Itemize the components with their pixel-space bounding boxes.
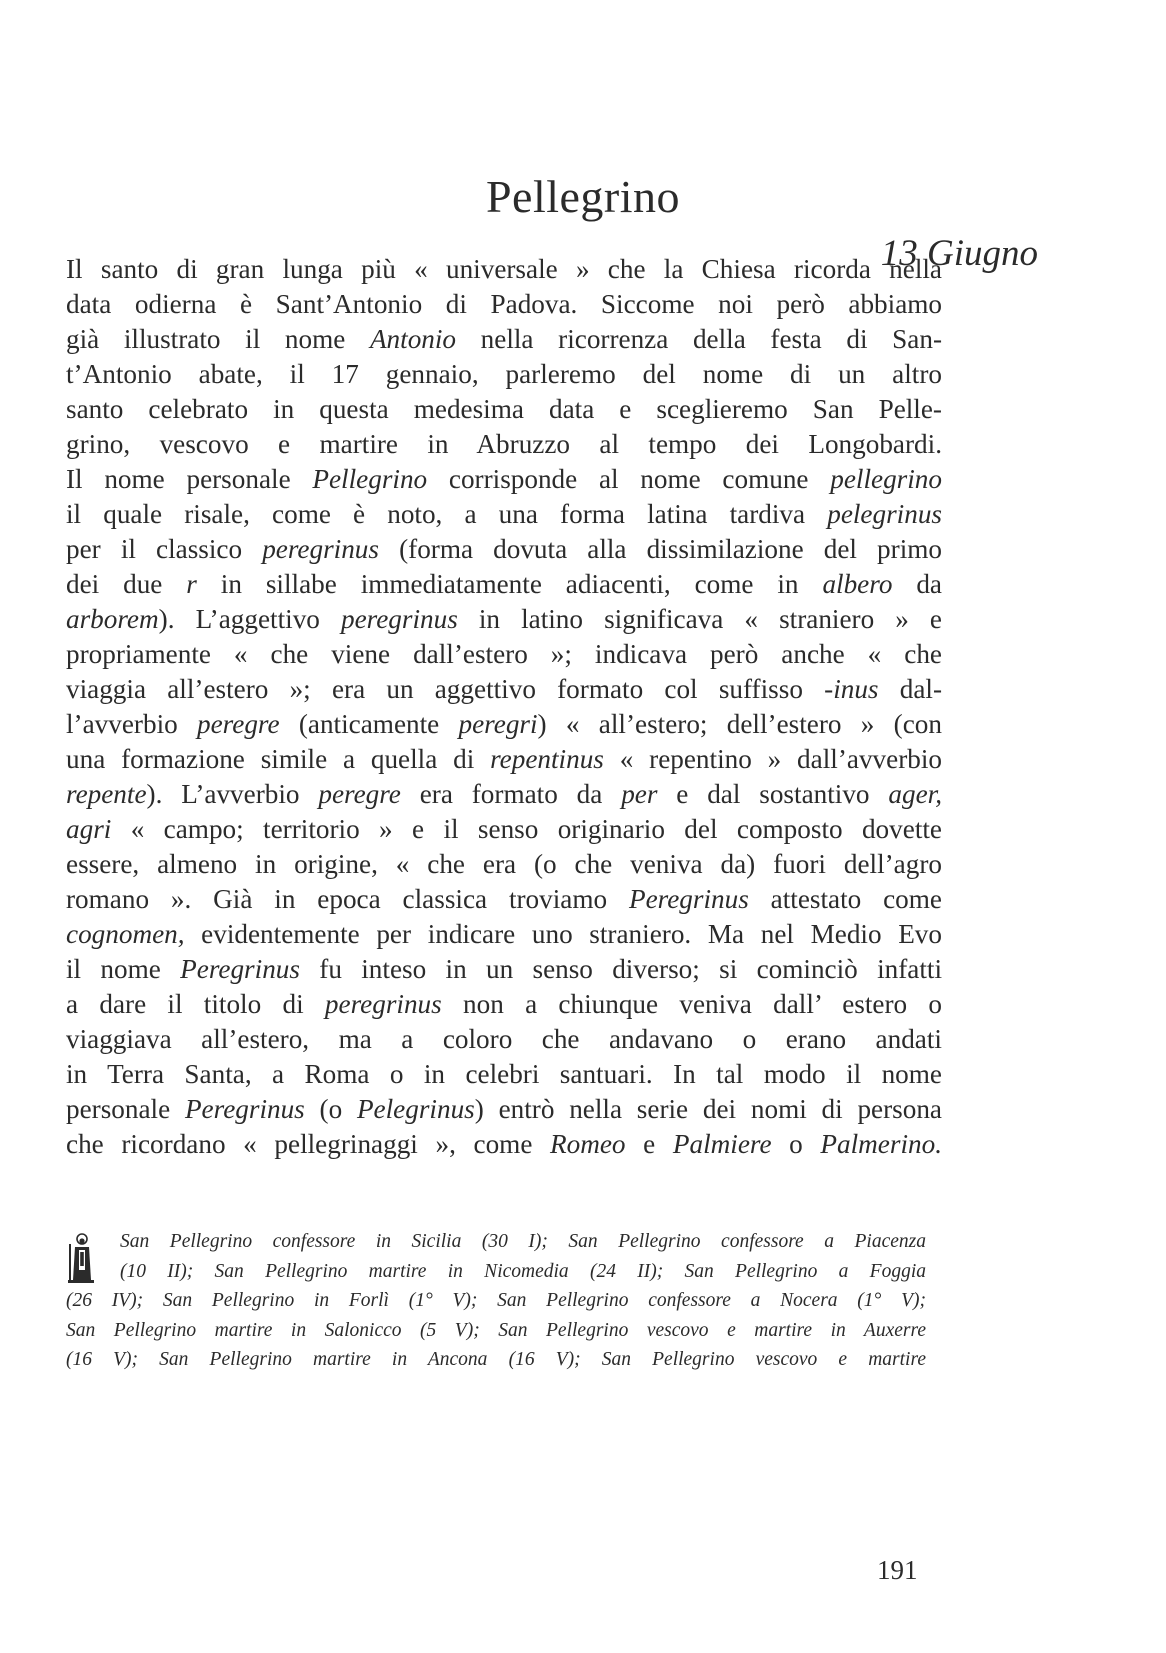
text-run: fu inteso in un senso diverso; si cominciò infatti [299, 954, 942, 984]
italic-term: per [621, 779, 658, 809]
text-run: ) entrò nella serie dei nomi di persona [474, 1094, 943, 1124]
saint-entry-line [66, 1227, 926, 1257]
saint-entry-line [66, 1257, 926, 1287]
text-run: ) « all’estero; dell’estero » (con [537, 709, 942, 739]
text-run: viaggia all’estero »; era un aggettivo formato col suffisso [66, 674, 825, 704]
page-title: Pellegrino [485, 171, 681, 222]
text-line [66, 532, 942, 567]
text-run: (26 IV); San Pellegrino in Forlì (1° V); San Pellegrino confessore a Nocera (1° V); [66, 1290, 926, 1311]
italic-term: -inus [824, 674, 879, 704]
italic-term: Peregrinus [184, 1094, 305, 1124]
saint-entry-line [66, 1316, 926, 1346]
text-line [66, 917, 942, 952]
text-line [66, 672, 942, 707]
italic-term: peregrinus [340, 604, 458, 634]
text-run: in sillabe immediatamente adiacenti, come in [196, 569, 823, 599]
text-run: San Pellegrino martire in Salonicco (5 V); San Pellegrino vescovo e martire in Auxerre [66, 1319, 926, 1341]
text-run: santo celebrato in questa medesima data e sceglieremo San Pelle- [66, 394, 942, 424]
text-run: San Pellegrino confessore in Sicilia ( [120, 1231, 489, 1252]
italic-term: pellegrino [830, 464, 942, 494]
text-run: Il nome personale [66, 464, 313, 494]
text-line [66, 252, 942, 287]
italic-term: peregrinus [262, 534, 379, 564]
italic-term: arborem [66, 604, 159, 634]
italic-term: cognomen, [66, 919, 185, 949]
text-line [66, 322, 942, 357]
text-line [66, 637, 942, 672]
text-line [66, 497, 942, 532]
italic-term: Romeo [550, 1129, 626, 1159]
saints-list [66, 1227, 926, 1375]
text-run: « repentino » dall’avverbio [603, 744, 942, 774]
text-run: e dal sostantivo [657, 779, 889, 809]
text-run: in Terra Santa, a Roma o in celebri santuari. In tal modo il nome [66, 1059, 942, 1089]
text-run: nella ricorrenza della festa di San- [456, 324, 942, 354]
italic-term: ager, [888, 779, 942, 809]
text-run: e [625, 1129, 673, 1159]
text-line [66, 357, 942, 392]
text-line [66, 742, 942, 777]
italic-term: Pelegrinus [356, 1094, 475, 1124]
text-line [66, 777, 942, 812]
text-run: propriamente « che viene dall’estero »; indicava però anche « che [66, 639, 942, 669]
text-run: ); San Pellegrino confessore a Piacenza [534, 1231, 926, 1252]
italic-term: pelegrinus [827, 499, 942, 529]
text-run: (forma dovuta alla dissimilazione del primo [378, 534, 942, 564]
italic-term: repentinus [490, 744, 604, 774]
text-run: evidentemente per indicare uno straniero. Ma nel Medio Evo [184, 919, 942, 949]
text-line [66, 987, 942, 1022]
text-line [66, 392, 942, 427]
italic-term: Palmiere [672, 1129, 772, 1159]
text-run: dei due [66, 569, 187, 599]
text-run: (o [304, 1094, 357, 1124]
text-run: che ricordano « pellegrinaggi », come [66, 1129, 551, 1159]
italic-term: peregrinus [324, 989, 442, 1019]
text-run: dal- [878, 674, 942, 704]
text-run: data odierna è Sant’Antonio di Padova. Siccome noi però abbiamo [66, 289, 942, 319]
saint-entry-line [66, 1286, 926, 1316]
italic-term: r [186, 569, 197, 599]
italic-term: Peregrinus [180, 954, 300, 984]
text-run: grino, vescovo e martire in Abruzzo al tempo dei Longobardi. [66, 429, 942, 459]
text-run: già illustrato il nome [66, 324, 370, 354]
text-run: in latino significava « straniero » e [457, 604, 943, 634]
text-line [66, 812, 942, 847]
text-line [66, 1127, 942, 1162]
text-run: (16 V); San Pellegrino martire in Ancona (16 V); San Pellegrino vescovo e martire [66, 1349, 926, 1370]
text-run: attestato come [748, 884, 942, 914]
text-run: personale [66, 1094, 185, 1124]
italic-term: agri [66, 814, 112, 844]
italic-term: Antonio [369, 324, 457, 354]
text-run: Il santo di gran lunga più « universale » che la Chiesa ricorda nella [66, 254, 942, 284]
text-run: a dare il titolo di [66, 989, 325, 1019]
italic-term: Palmerino. [820, 1129, 942, 1159]
text-run: essere, almeno in origine, « che era (o che veniva da) fuori dell’agro [66, 849, 942, 879]
text-run: « campo; territorio » e il senso originario del composto dovette [111, 814, 942, 844]
text-run: per il classico [66, 534, 263, 564]
saint-entry-line [66, 1345, 926, 1375]
text-run: era formato da [400, 779, 622, 809]
text-line [66, 707, 942, 742]
text-run: 30 I [488, 1231, 535, 1252]
italic-term: albero [822, 569, 893, 599]
text-line [66, 1092, 942, 1127]
text-run: il quale risale, come è noto, a una forma latina tardiva [66, 499, 828, 529]
text-line [66, 952, 942, 987]
italic-term: peregri [458, 709, 538, 739]
text-line [66, 287, 942, 322]
body-text [66, 252, 942, 1162]
text-run: corrisponde al nome comune [427, 464, 831, 494]
text-run: o [771, 1129, 821, 1159]
text-run: ). L’aggettivo [158, 604, 341, 634]
italic-term: Peregrinus [628, 884, 749, 914]
italic-term: peregre [318, 779, 401, 809]
text-run: ). L’avverbio [146, 779, 319, 809]
text-line [66, 1057, 942, 1092]
text-line [66, 427, 942, 462]
page-number: 191 [877, 1555, 918, 1585]
text-run: viaggiava all’estero, ma a coloro che andavano o erano andati [66, 1024, 942, 1054]
text-run: non a chiunque veniva dall’ estero o [441, 989, 942, 1019]
text-line [66, 1022, 942, 1057]
text-run: (10 II); San Pellegrino martire in Nicomedia (24 II); San Pellegrino a Foggia [120, 1260, 926, 1282]
text-run: t’Antonio abate, il 17 gennaio, parleremo del nome di un altro [66, 359, 942, 389]
text-run: da [892, 569, 942, 599]
text-run: romano ». Già in epoca classica troviamo [66, 884, 629, 914]
text-run: una formazione simile a quella di [66, 744, 491, 774]
italic-term: peregre [197, 709, 280, 739]
text-run: l’avverbio [66, 709, 198, 739]
italic-term: Pellegrino [312, 464, 428, 494]
feast-date: 13 Giugno [880, 233, 1038, 274]
text-run: il nome [66, 954, 181, 984]
text-line [66, 847, 942, 882]
text-line [66, 462, 942, 497]
text-line [66, 567, 942, 602]
text-run: (anticamente [279, 709, 459, 739]
text-line [66, 882, 942, 917]
italic-term: repente [66, 779, 147, 809]
text-line [66, 602, 942, 637]
